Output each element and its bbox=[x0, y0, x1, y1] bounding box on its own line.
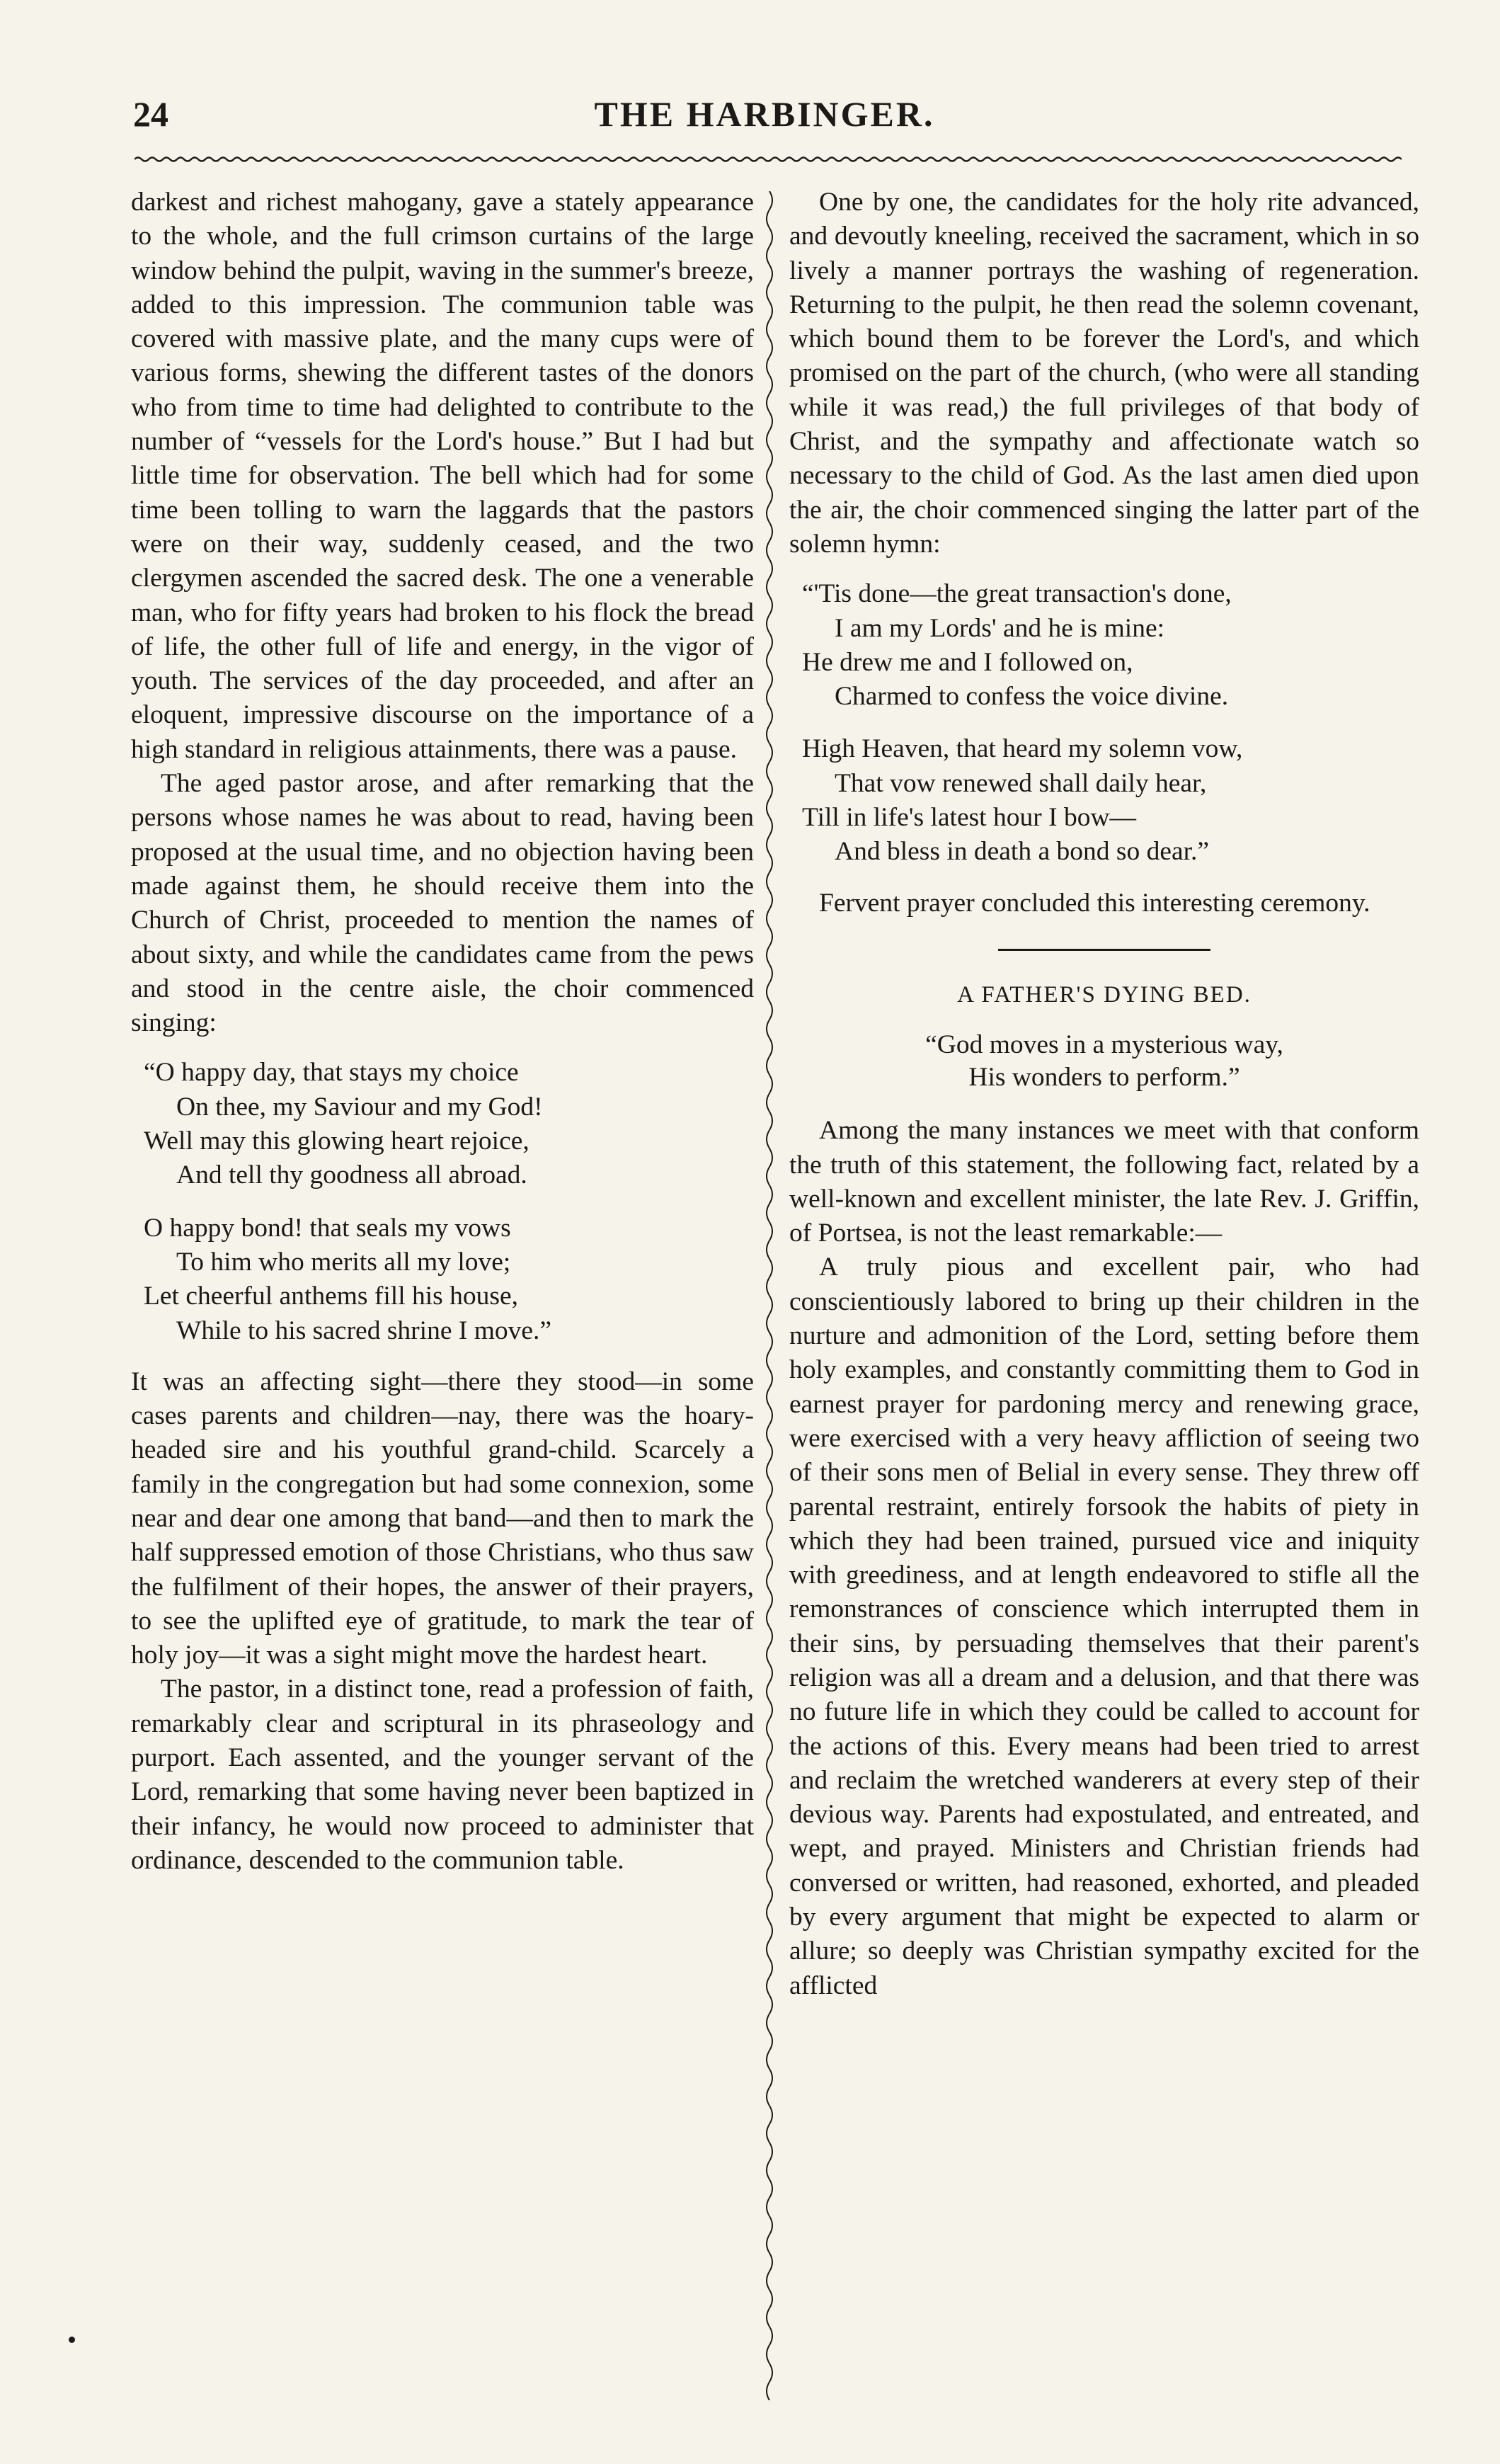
verse-line: “O happy day, that stays my choice bbox=[144, 1058, 519, 1088]
hymn-verse bbox=[144, 1056, 754, 1347]
paragraph: A truly pious and excellent pair, who had conscientiously labored to bring up their children in the nurture and admonition of the Lord, setting before them holy examples, and constantly committing them to God in earnest prayer for pardoning mercy and renewing grace, were exercised with a very heavy affliction of seeing two of their sons men of Belial in every sense. They threw off parental restraint, entirely forsook the habits of piety in which they had been trained, pursued vice and iniquity with greediness, and at length endeavored to stifle all the remonstrances of conscience which interrupted them in their sins, by persuading themselves that their parent's religion was all a dream and a delusion, and that there was no future life in which they could be called to account for the actions of this. Every means had been tried to arrest and reclaim the wretched wanderers at every step of their devious way. Parents had expostulated, and entreated, and wept, and prayed. Ministers and Christian friends had conversed or written, had reasoned, exhorted, and pleaded by every argument that might be expected to alarm or allure; so deeply was Christian sympathy excited for the afflicted bbox=[789, 1253, 1419, 2000]
verse-line: I am my Lords' and he is mine: bbox=[835, 613, 1165, 643]
paragraph: Fervent prayer concluded this interesting ceremony. bbox=[819, 888, 1370, 918]
paragraph: The aged pastor arose, and after remarking that the persons whose names he was about to read, having been proposed at the usual time, and no objection having been made against them, he should receive them into the Church of Christ, proceeded to mention the names of about sixty, and while the candidates came from the pews and stood in the centre aisle, the choir commenced singing: bbox=[131, 769, 754, 1038]
verse-line: On thee, my Saviour and my God! bbox=[176, 1092, 543, 1122]
section-divider bbox=[998, 949, 1210, 951]
epigraph-line: His wonders to perform.” bbox=[968, 1063, 1240, 1093]
paragraph: darkest and richest mahogany, gave a stately appearance to the whole, and the full crimson curtains of the large window behind the pulpit, waving in the summer's breeze, added to this impression. The communion table was covered with massive plate, and the many cups were of various forms, shewing the different tastes of the donors who from time to time had delighted to contribute to the number of “vessels for the Lord's house.” But I had but little time for observation. The bell which had for some time been tolling to warn the laggards that the pastors were on their way, suddenly ceased, and the two clergymen ascended the sacred desk. The one a venerable man, who for fifty years had broken to his flock the bread of life, the other full of life and energy, in the vigor of youth. The services of the day proceeded, and after an eloquent, impressive discourse on the importance of a high standard in religious attainments, there was a pause. bbox=[131, 188, 754, 764]
page-number: 24 bbox=[133, 94, 168, 134]
verse-line: And tell thy goodness all abroad. bbox=[176, 1160, 527, 1190]
verse-line: Well may this glowing heart rejoice, bbox=[144, 1127, 529, 1156]
verse-line: Till in life's latest hour I bow— bbox=[802, 803, 1137, 833]
left-column bbox=[131, 186, 754, 1878]
verse-line: While to his sacred shrine I move.” bbox=[176, 1316, 552, 1345]
verse-line: Let cheerful anthems fill his house, bbox=[144, 1282, 519, 1311]
verse-line: And bless in death a bond so dear.” bbox=[835, 837, 1210, 867]
paragraph: Among the many instances we meet with that conform the truth of this statement, the following fact, related by a well-known and excellent minister, the late Rev. J. Griffin, of Portsea, is not the least remarkable:— bbox=[789, 1116, 1419, 1248]
verse-line: He drew me and I followed on, bbox=[802, 647, 1133, 677]
epigraph bbox=[789, 1029, 1419, 1094]
paragraph: The pastor, in a distinct tone, read a profession of faith, remarkably clear and scriptural in its phraseology and purport. Each assented, and the younger servant of the Lord, remarking that some having never been baptized in their infancy, he would now proceed to administer that ordinance, descended to the communion table. bbox=[131, 1675, 754, 1875]
verse-line: Charmed to confess the voice divine. bbox=[835, 682, 1229, 712]
running-title: THE HARBINGER. bbox=[594, 94, 935, 134]
verse-line: To him who merits all my love; bbox=[176, 1247, 511, 1277]
hymn-verse bbox=[802, 577, 1419, 869]
right-column bbox=[789, 186, 1419, 2003]
verse-line: That vow renewed shall daily hear, bbox=[835, 768, 1207, 798]
verse-line: O happy bond! that seals my vows bbox=[144, 1213, 511, 1243]
section-heading: A FATHER'S DYING BED. bbox=[957, 981, 1252, 1008]
ink-speck bbox=[69, 2337, 75, 2343]
running-header bbox=[127, 93, 1402, 143]
verse-line: High Heaven, that heard my solemn vow, bbox=[802, 734, 1243, 764]
paragraph: One by one, the candidates for the holy rite advanced, and devoutly kneeling, received the sacrament, which in so lively a manner portrays the washing of regeneration. Returning to the pulpit, he then read the solemn covenant, which bound them to be forever the Lord's, and which promised on the part of the church, (who were all standing while it was read,) the full privileges of that body of Christ, and the sympathy and affectionate watch so necessary to the child of God. As the last amen died upon the air, the choir commenced singing the latter part of the solemn hymn: bbox=[789, 188, 1419, 559]
paragraph: It was an affecting sight—there they stood—in some cases parents and children—nay, there was the hoary-headed sire and his youthful grand-child. Scarcely a family in the congregation but had some connexion, some near and dear one among that band—and then to mark the half suppressed emotion of those Christians, who thus saw the fulfilment of their hopes, the answer of their prayers, to see the uplifted eye of gratitude, to mark the tear of holy joy—it was a sight might move the hardest heart. bbox=[131, 1367, 754, 1670]
verse-line: “'Tis done—the great transaction's done, bbox=[802, 579, 1232, 609]
epigraph-line: “God moves in a mysterious way, bbox=[925, 1030, 1283, 1060]
column-divider bbox=[761, 191, 778, 2400]
wavy-header-rule bbox=[134, 154, 1402, 164]
